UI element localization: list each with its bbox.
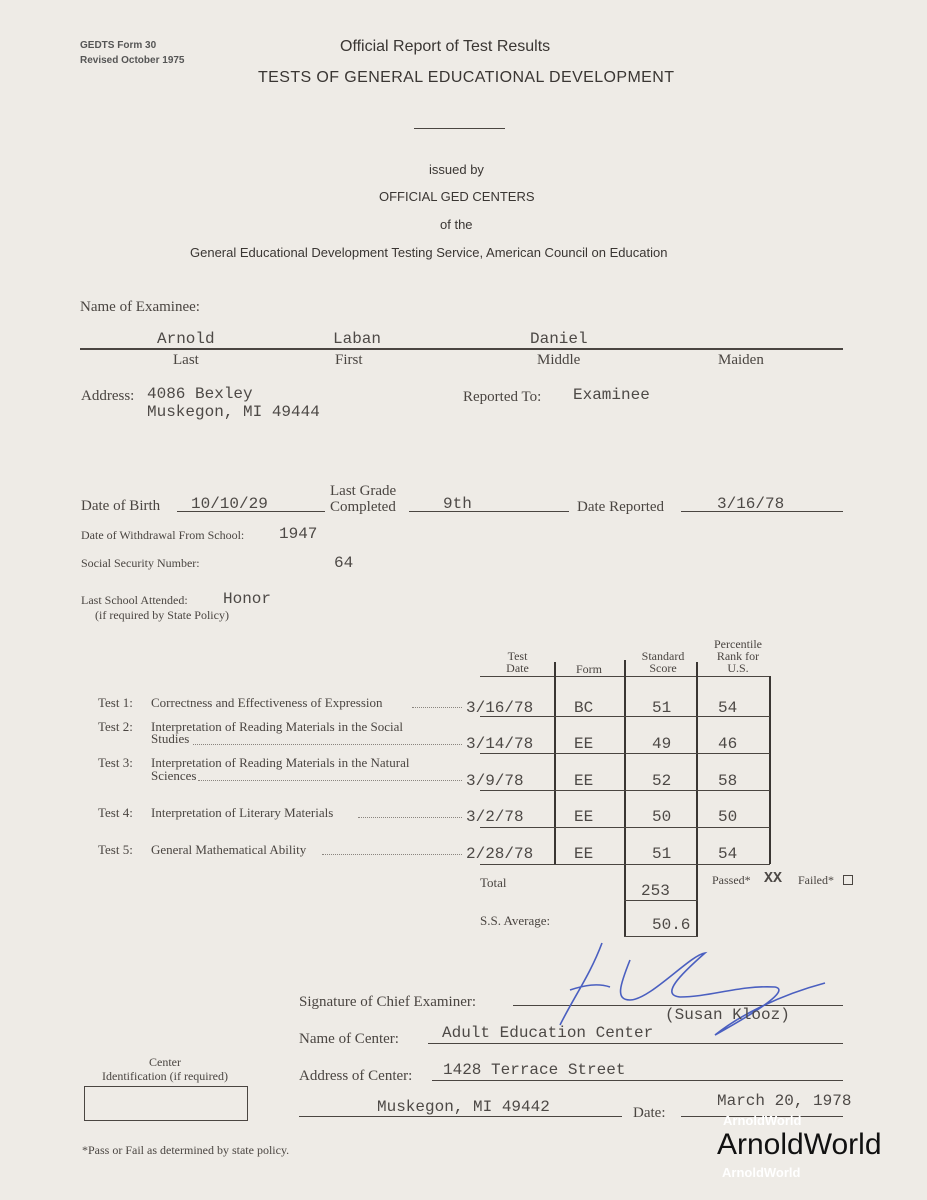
percentile-rank: 50 (718, 808, 738, 826)
test-date: 3/9/78 (466, 772, 524, 790)
dot-leader (198, 780, 462, 781)
test-form: EE (574, 808, 594, 826)
test-name: General Mathematical Ability (151, 842, 307, 857)
header-test: Test (507, 649, 528, 663)
test-name: Interpretation of Reading Materials in the Natural (151, 755, 410, 770)
standard-score: 51 (652, 845, 672, 863)
dob-label: Date of Birth (81, 498, 161, 514)
center-address-label: Address of Center: (299, 1068, 413, 1084)
col-divider (624, 660, 626, 937)
issued-by: issued by (429, 162, 484, 177)
test-label: Test 4: (98, 805, 133, 820)
revised-date: Revised October 1975 (80, 55, 185, 66)
header-standard-score (637, 650, 689, 674)
failed-checkbox (843, 875, 853, 885)
dot-leader (412, 707, 462, 708)
header-score: Score (649, 661, 677, 675)
col-divider (554, 662, 556, 864)
ged-centers: OFFICIAL GED CENTERS (379, 189, 535, 204)
dob: 10/10/29 (191, 495, 268, 513)
header-standard: Standard (641, 649, 685, 663)
dot-leader (322, 854, 462, 855)
test-label: Test 3: (98, 755, 133, 770)
address-line1: 4086 Bexley (147, 385, 253, 403)
col-divider (769, 676, 771, 864)
test-label: Test 1: (98, 695, 133, 710)
test-label: Test 2: (98, 719, 133, 734)
test-date: 3/16/78 (466, 699, 534, 717)
middle-label: Middle (537, 352, 581, 368)
last-name: Arnold (157, 330, 215, 348)
testing-service: General Educational Development Testing Service, American Council on Education (190, 245, 668, 260)
percentile-rank: 58 (718, 772, 738, 790)
passed-label: Passed* (712, 873, 751, 887)
percentile-rank: 54 (718, 845, 738, 863)
percentile-rank: 54 (718, 699, 738, 717)
header-rank-for: Rank for (716, 649, 760, 663)
row-line (480, 827, 770, 828)
row-line (480, 864, 770, 865)
school-label: Last School Attended: (81, 593, 188, 607)
date-label: Date: (633, 1105, 666, 1121)
average-label: S.S. Average: (480, 913, 551, 928)
withdrawal-date: 1947 (279, 525, 318, 543)
reported-to: Examinee (573, 386, 650, 404)
standard-score: 49 (652, 735, 672, 753)
test-date: 3/2/78 (466, 808, 524, 826)
school-note: (if required by State Policy) (95, 608, 229, 622)
header-percentile: Percentile (714, 637, 762, 651)
test-name: Interpretation of Reading Materials in the Social (151, 719, 403, 734)
header-percentile-rank (708, 638, 768, 674)
report-title: Official Report of Test Results (340, 38, 551, 55)
last-grade-label: Last Grade (330, 483, 397, 499)
test-name: Correctness and Effectiveness of Expression (151, 695, 383, 710)
first-name: Laban (333, 330, 382, 348)
center-date: March 20, 1978 (717, 1092, 852, 1110)
last-grade: 9th (443, 495, 472, 513)
form-id: GEDTS Form 30 (80, 40, 157, 51)
name-label: Name of Examinee: (80, 299, 200, 315)
center-id-box (84, 1086, 248, 1121)
test-name-cont: Sciences (151, 768, 197, 783)
center-address-2: Muskegon, MI 49442 (377, 1098, 550, 1116)
date-reported: 3/16/78 (717, 495, 785, 513)
test-form: EE (574, 845, 594, 863)
test-date: 2/28/78 (466, 845, 534, 863)
address-label: Address: (81, 388, 135, 404)
last-grade-label-2: Completed (330, 499, 396, 515)
standard-score: 51 (652, 699, 672, 717)
reported-to-label: Reported To: (463, 389, 542, 405)
header-date: Date (506, 661, 529, 675)
standard-score: 52 (652, 772, 672, 790)
header-form: Form (576, 662, 603, 676)
withdrawal-label: Date of Withdrawal From School: (81, 528, 245, 542)
watermark-small-bottom: ArnoldWorld (722, 1165, 801, 1180)
first-label: First (335, 352, 363, 368)
row-line (480, 753, 770, 754)
dot-leader (193, 744, 462, 745)
date-reported-label: Date Reported (577, 499, 665, 515)
percentile-rank: 46 (718, 735, 738, 753)
report-subtitle: TESTS OF GENERAL EDUCATIONAL DEVELOPMENT (258, 69, 675, 86)
test-label: Test 5: (98, 842, 133, 857)
header-us: U.S. (727, 661, 749, 675)
of-the: of the (440, 217, 473, 232)
standard-score: 50 (652, 808, 672, 826)
signature-label: Signature of Chief Examiner: (299, 994, 477, 1010)
ssn: 64 (334, 554, 354, 572)
header-test-date (505, 650, 530, 674)
ssn-label: Social Security Number: (81, 556, 200, 570)
name-line (80, 348, 843, 350)
center-id-label-2: Identification (if required) (102, 1069, 228, 1083)
total-score: 253 (641, 882, 670, 900)
center-name-line (428, 1043, 843, 1044)
last-label: Last (173, 352, 199, 368)
test-form: EE (574, 735, 594, 753)
row-line (480, 790, 770, 791)
middle-name: Daniel (530, 330, 588, 348)
watermark-main: ArnoldWorld (717, 1128, 882, 1161)
test-name: Interpretation of Literary Materials (151, 805, 334, 820)
test-date: 3/14/78 (466, 735, 534, 753)
divider (414, 128, 505, 129)
center-name: Adult Education Center (442, 1024, 654, 1042)
grade-line (409, 511, 569, 512)
watermark-small-top: ArnoldWorld (723, 1113, 802, 1128)
passed-mark: XX (764, 870, 783, 887)
total-label: Total (480, 875, 507, 890)
address-line2: Muskegon, MI 49444 (147, 403, 320, 421)
center-name-label: Name of Center: (299, 1031, 399, 1047)
test-form: BC (574, 699, 594, 717)
examiner-name: (Susan Klooz) (665, 1006, 790, 1024)
pass-fail-note: *Pass or Fail as determined by state policy. (82, 1143, 290, 1157)
last-school: Honor (223, 590, 272, 608)
maiden-label: Maiden (718, 352, 764, 368)
col-divider (696, 662, 698, 937)
center-address-1: 1428 Terrace Street (443, 1061, 626, 1079)
dot-leader (358, 817, 462, 818)
test-form: EE (574, 772, 594, 790)
center-address-line-2 (299, 1116, 622, 1117)
total-box-line (624, 900, 698, 901)
failed-label: Failed* (798, 873, 834, 887)
center-address-line (432, 1080, 843, 1081)
center-id-label: Center (149, 1055, 181, 1069)
test-name-cont: Studies (151, 731, 190, 746)
average-score: 50.6 (652, 916, 691, 934)
